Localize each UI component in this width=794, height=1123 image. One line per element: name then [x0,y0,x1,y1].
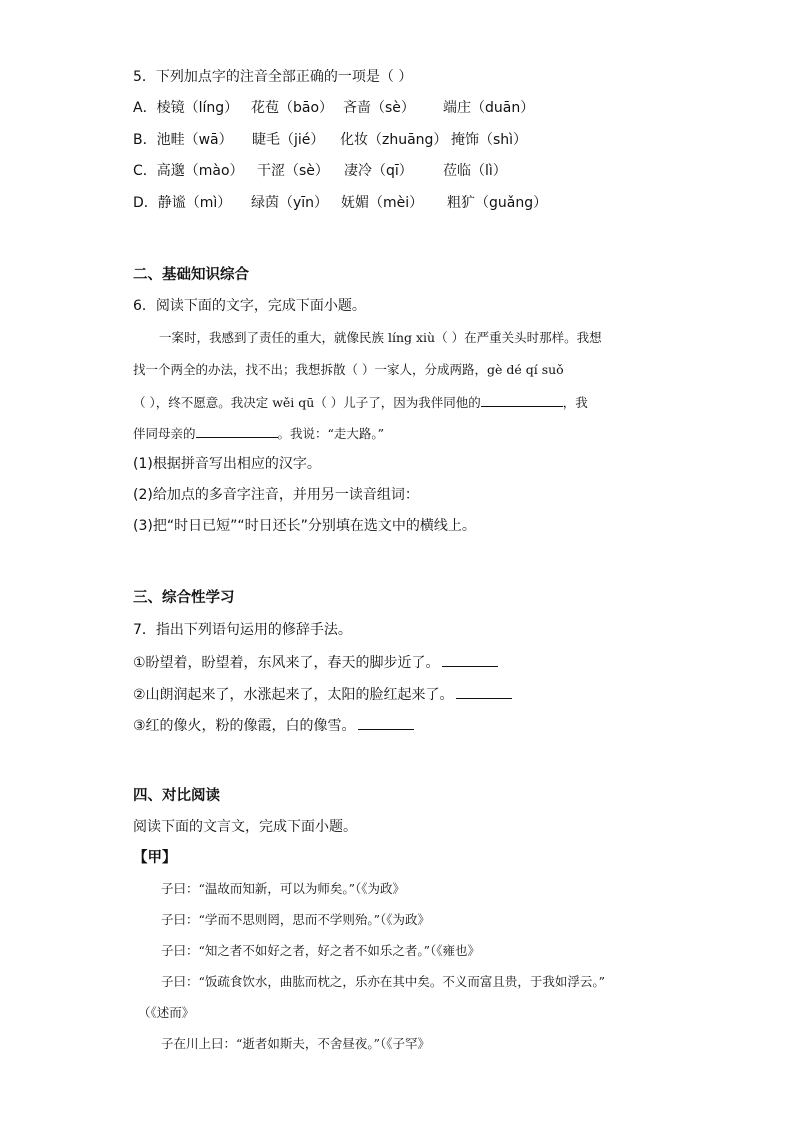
passage-line-4-end: 。我说：“走大路。” [277,426,385,441]
option-d-item-2: 绿茵（yīn） [251,195,329,211]
option-c-item-1: C．高邈（mào） [133,163,244,179]
passage-line-3-end: ，我 [562,395,588,410]
passage-label: 【甲】 [133,850,177,866]
classical-line-1: 子曰：“温故而知新，可以为师矣。”（《为政》 [161,881,406,896]
answer-blank[interactable] [456,684,512,699]
q7-item-2 [133,684,512,704]
option-b-item-3: 化妆（zhuāng） [340,132,448,148]
option-c-item-2: 干涩（sè） [257,163,329,179]
q6-sub-2: (2)给加点的多音字注音，并用另一读音组词： [133,487,419,503]
passage-line-1: 一案时，我感到了责任的重大，就像民族 líng xiù（ ）在严重关头时那样。我想 [159,330,602,345]
option-c-item-3: 凄冷（qī） [344,163,413,179]
option-b-item-4: 掩饰（shì） [451,132,528,148]
passage-line-4 [133,423,384,443]
classical-line-3: 子曰：“知之者不如好之者，好之者不如乐之者。”（《雍也》 [161,943,481,958]
q7-item-1 [133,652,498,672]
option-a-item-3: 吝啬（sè） [343,100,415,116]
option-d-item-1: D．静谧（mì） [133,195,232,211]
q7-item-1-text: ①盼望着，盼望着，东风来了，春天的脚步近了。 [133,655,440,671]
section-3-heading: 三、综合性学习 [133,590,235,606]
classical-line-5: 子在川上曰：“逝者如斯夫，不舍昼夜。”（《子罕》 [161,1036,431,1051]
option-a-item-2: 花苞（bāo） [251,100,334,116]
q6-sub-1: (1)根据拼音写出相应的汉字。 [133,456,321,472]
classical-line-4: 子曰：“饭疏食饮水，曲肱而枕之，乐亦在其中矣。不义而富且贵，于我如浮云。” [161,974,606,989]
q7-item-2-text: ②山朗润起来了，水涨起来了，太阳的脸红起来了。 [133,687,454,703]
option-c-item-4: 莅临（lì） [443,163,507,179]
q7-item-3-text: ③红的像火，粉的像霞，白的像雪。 [133,718,356,734]
option-b-item-2: 睫毛（jié） [252,132,325,148]
q6-sub-3: (3)把“时日已短”“时日还长”分别填在选文中的横线上。 [133,518,476,534]
section-2-heading: 二、基础知识综合 [133,267,249,283]
answer-blank[interactable] [196,423,278,438]
classical-line-4-source: （《述而》 [138,1005,195,1020]
q7-item-3 [133,715,414,735]
answer-blank[interactable] [481,392,563,407]
option-d-item-4: 粗犷（guǎng） [447,195,548,211]
passage-line-3 [133,392,588,412]
passage-line-4-text: 伴同母亲的 [133,426,196,441]
section-4-heading: 四、对比阅读 [133,788,220,804]
answer-blank[interactable] [358,715,414,730]
classical-line-2: 子曰：“学而不思则罔，思而不学则殆。”（《为政》 [161,912,431,927]
option-d-item-3: 妩媚（mèi） [341,195,424,211]
passage-line-2: 找一个两全的办法，找不出；我想拆散（ ）一家人，分成两路，gè dé qí suǒ [133,362,564,377]
answer-blank[interactable] [442,652,498,667]
passage-line-3-text: （ ），终不愿意。我决定 wěi qū（ ）儿子了，因为我伴同他的 [133,395,481,410]
option-b-item-1: B．池畦（wā） [133,132,233,148]
option-a-item-4: 端庄（duān） [443,100,535,116]
option-a-item-1: A．棱镜（líng） [133,100,239,116]
q6-stem: 6．阅读下面的文字，完成下面小题。 [133,298,366,314]
q7-stem: 7．指出下列语句运用的修辞手法。 [133,622,352,638]
reading-intro: 阅读下面的文言文，完成下面小题。 [133,819,357,835]
q5-stem: 5．下列加点字的注音全部正确的一项是（ ） [133,69,413,85]
